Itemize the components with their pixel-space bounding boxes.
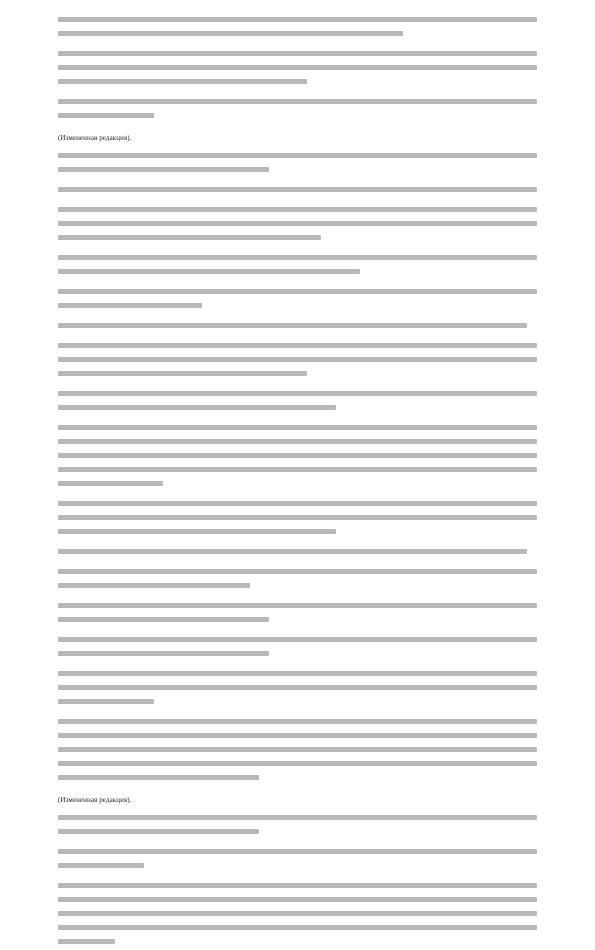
paragraph	[58, 343, 537, 382]
paragraph	[58, 637, 537, 662]
paragraph	[58, 323, 537, 334]
paragraph	[58, 569, 537, 594]
paragraph-10-16	[58, 187, 537, 198]
paragraph-10-24	[58, 849, 537, 874]
paragraph-10-18	[58, 255, 537, 280]
paragraph-10-22	[58, 719, 537, 786]
paragraph	[58, 391, 537, 416]
paragraph	[58, 603, 537, 628]
paragraph-10-21	[58, 501, 537, 540]
paragraph-10-23	[58, 815, 537, 840]
paragraph-10-15	[58, 153, 537, 178]
paragraph-10-17	[58, 207, 537, 246]
paragraph	[58, 671, 537, 710]
paragraph	[58, 549, 537, 560]
paragraph	[58, 99, 537, 124]
paragraph-10-19	[58, 289, 537, 314]
revision-note: (Измененная редакция).	[58, 134, 132, 142]
paragraph	[58, 17, 537, 42]
paragraph-10-20	[58, 425, 537, 492]
paragraph-10-14	[58, 51, 537, 90]
paragraph	[58, 883, 537, 950]
revision-note: (Измененная редакция).	[58, 796, 132, 804]
